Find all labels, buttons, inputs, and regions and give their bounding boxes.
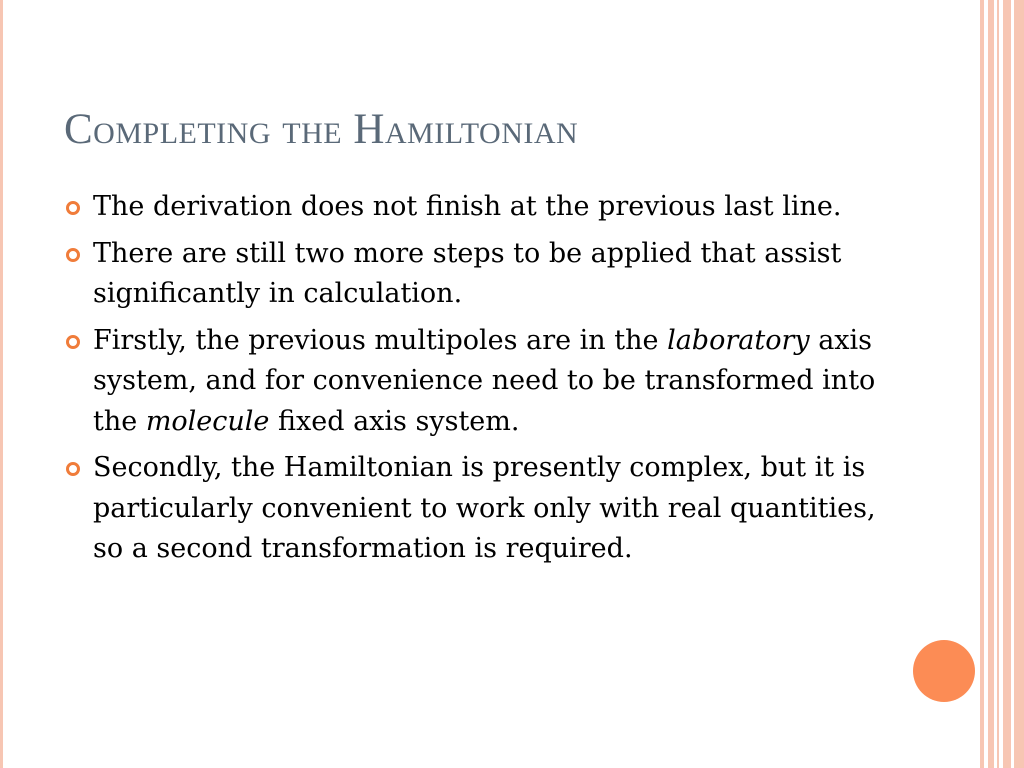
bullet-ring-icon: [66, 201, 80, 215]
left-border-rule: [0, 0, 3, 768]
decorative-stripe: [1003, 0, 1011, 768]
bullet-text: There are still two more steps to be applied that assist significantly in calculation.: [93, 237, 842, 309]
emphasis-laboratory: laboratory: [667, 324, 810, 356]
bullet-text-part: axis system, and for convenience need to be transformed into the: [93, 324, 876, 437]
bullet-ring-icon: [66, 248, 80, 262]
bullet-item: [66, 234, 876, 315]
bullet-item: [66, 448, 876, 570]
emphasis-molecule: molecule: [145, 405, 270, 437]
bullet-item: [66, 187, 876, 228]
bullet-ring-icon: [66, 462, 80, 476]
bullet-text-part: fixed axis system.: [269, 405, 520, 437]
bullet-text-part: Firstly, the previous multipoles are in the: [93, 324, 668, 356]
bullet-item: [66, 321, 876, 443]
bullet-text: Secondly, the Hamiltonian is presently complex, but it is particularly convenient to work only with real quantities, so a second transformation is required.: [93, 452, 876, 564]
decorative-stripe: [997, 0, 999, 768]
decorative-stripe: [980, 0, 984, 768]
bullet-list: [66, 187, 876, 576]
bullet-ring-icon: [66, 335, 80, 349]
decorative-circle: [913, 640, 975, 702]
bullet-text: The derivation does not finish at the previous last line.: [93, 191, 842, 222]
slide-title: Completing the Hamiltonian: [64, 106, 579, 153]
decorative-stripe: [988, 0, 994, 768]
decorative-stripe: [1014, 0, 1024, 768]
